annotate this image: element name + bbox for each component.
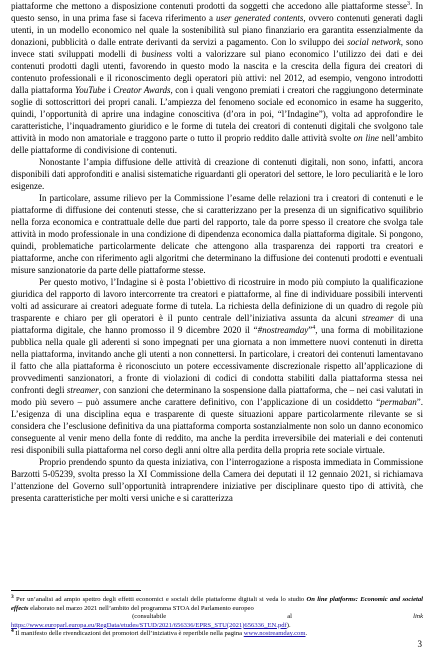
italic-term: Creator Awards (113, 85, 171, 95)
body-paragraph (11, 156, 423, 192)
footnote-reference: 3 (406, 1, 410, 7)
footnote-3-link[interactable]: https://www.europarl.europa.eu/RegData/etudes/STUD/2021/656336/EPRS_STU(2021)656336_EN.pdf (11, 621, 287, 629)
footnote-3-consult-row (11, 613, 423, 622)
text-run: ” (308, 325, 313, 335)
footnotes (11, 593, 424, 639)
text-run: . In questo senso, in una prima fase si faceva riferimento a (11, 1, 424, 23)
text-run: In particolare, assume rilievo per la Commissione l’esame delle relazioni tra i creatori di contenuti e le piattaforme di diffusione dei contenuti stesse, che si caratterizzano per la presenza di un significativo squilibrio nella forza economica e contrattuale delle due parti del rapporto, tale da porre spesso il creatore che svolga tale attività in modo professionale in una condizione di dipendenza economica dalla piattaforma digitale. Si pongono, quindi, problematiche particolarmente delicate che attengono alla trasparenza dei rapporti tra creatori e piattaforme, anche con riferimento agli algoritmi che determinano la diffusione dei contenuti prodotti e eventuali misure sanzionatorie da parte delle piattaforme stesse. (11, 193, 423, 275)
body-paragraph (11, 0, 423, 156)
footnote-3-link-label: link (413, 613, 423, 621)
text-run: Per questo motivo, l’Indagine si è posta l’obiettivo di ricostruire in modo più compiuto la qualificazione giuridica del rapporto di lavoro intercorrente tra creatori e piattaforme, al fine di individuare possibili interventi volti ad assicurare ai creatori adeguate forme di tutela. La richiesta della definizione di un quadro di regole più trasparente e chiaro per gli operatori è il punto centrale dell’iniziativa assunta da alcuni (11, 277, 423, 323)
text-run: , una forma di mobilitazione pubblica nella quale gli aderenti si sono impegnati per una giornata a non immettere nuovi contenuti in diretta nella piattaforma, invitando anche gli utenti a non connettersi. In particolare, i creatori dei contenuti lamentavano il fatto che alla piattaforma è riconosciuto un potere eccessivamente discrezionale rispetto all’applicazione di provvedimenti sanzionatori, a fronte di violazioni di codici di condotta stabiliti dalla piattaforma stessa nei confronti degli (11, 325, 424, 395)
text-run: , con i quali vengono premiati i creatori che raggiungono determinate soglie di sottoscrittori dei propri canali. L’ampiezza del fenomeno sociale ed economico in esame ha suggerito, quindi, l’opportunità di aprire una indagine conoscitiva (d’ora in poi, “l’Indagine”), volta ad approfondire le caratteristiche, l’inquadramento giuridico e le forme di tutela dei creatori di contenuti digitali che svolgono tale attività in modo non amatoriale e traggono parte o tutto il proprio reddito dalle attività svolte (11, 85, 423, 143)
footnote-3-text-b: elaborato nel marzo 2021 nell’ambito del programma STOA del Parlamento europeo (28, 604, 254, 612)
text-run: Proprio prendendo spunto da questa iniziativa, con l’interrogazione a risposta immediata in Commissione Barzotti 5-05239, svolta presso la XI Commissione della Camera dei deputati il 12 gennaio 2021, si richiamava l’attenzione del Governo sull’opportunità intraprendere iniziative per disciplinare questo tipo di attività, che presenta caratteristiche per molti versi uniche e si caratterizza (11, 457, 423, 503)
text-run: i (105, 85, 114, 95)
text-run: Nonostante l’ampia diffusione delle attività di creazione di contenuti digitali, non sono, infatti, ancora disponibili dati approfonditi e analisi sistematiche riguardanti gli operatori del settore, le loro peculiarità e le loro esigenze. (11, 157, 423, 191)
body-paragraph (11, 276, 423, 456)
footnote-4-text: Il manifesto delle rivendicazioni dei promotori dell’iniziativa è reperibile nella pagina (13, 630, 244, 638)
body-paragraph (11, 456, 423, 504)
footnote-3-al: al (287, 613, 293, 621)
body-paragraph (11, 192, 423, 276)
text-run: , con sanzioni che determinano la sospensione dalla piattaforma, che – nei casi valutati in modo più severo – può assumere anche carattere definitivo, con l’applicazione di un cosiddetto “ (11, 385, 423, 407)
text-run: , ovvero contenuti generati dagli utenti, in un modello economico nel quale la sostenibilità sul piano finanziario era garantita essenzialmente da donazioni, pubblicità o dalle entrate derivanti da servizi a pagamento. Con lo sviluppo dei (11, 13, 423, 47)
text-run: volti a valorizzare sul piano economico l’utilizzo dei dati e dei contenuti prodotti dagli utenti, favorendo in questo modo la nascita e la crescita della figura dei creatori di contenuto professionali e il riconoscimento degli operatori più attivi: nel 2012, ad esempio, vengono introdotti dalla piattaforma (11, 49, 424, 95)
footnote-4-link[interactable]: www.nostreamday.com (243, 630, 306, 638)
footnote-reference: 4 (312, 325, 316, 331)
text-run: nell’ambito delle piattaforme di condivisione di contenuti. (11, 133, 423, 155)
footnote-3-consult: (consultabile (132, 613, 167, 621)
footnote-3-number: 3 (11, 593, 14, 600)
italic-term: streamer (361, 313, 394, 323)
italic-term: business (141, 49, 173, 59)
italic-term: YouTube (75, 85, 106, 95)
text-run: ”. L’esigenza di una disciplina equa e trasparente di queste situazioni appare particolarmente rilevante se si considera che l’esclusione definitiva da una piattaforma comporta sostanzialmente non solo un danno economico conseguente al venir meno della fonte di reddito, ma anche la perdita irreversibile dei materiali e dei contenuti resi disponibili sulla piattaforma nel corso degli anni oltre alla perdita della propria rete sociale virtuale. (11, 397, 423, 455)
footnote-4-after: . (305, 630, 308, 638)
document-body (11, 0, 423, 504)
footnote-3 (11, 593, 424, 613)
italic-term: #nostreamday (257, 325, 309, 335)
text-run: , sono invece stati sviluppati modelli di (11, 37, 423, 59)
italic-term: user generated contents (215, 13, 304, 23)
italic-term: streamer (66, 385, 99, 395)
italic-term: social network (347, 37, 401, 47)
page-number: 3 (417, 639, 422, 649)
text-run: piattaforme che mettono a disposizione contenuti prodotti da soggetti che accedono alle piattaforme stesse (11, 1, 407, 11)
italic-term: permaban (380, 397, 417, 407)
footnote-3-study-title: On line platforms: Economic and societal effects (11, 596, 424, 612)
footnote-3-text-a: Per un’analisi ad ampio spettro degli effetti economici e sociali delle piattaforme digitali si veda lo studio (13, 596, 307, 603)
italic-term: on line (353, 133, 379, 143)
footnote-3-url-close: ). (286, 621, 291, 629)
text-run: di una piattaforma digitale, che hanno promosso il 9 dicembre 2020 il “ (11, 313, 423, 335)
footnote-separator (11, 590, 141, 591)
footnote-4-number: 4 (11, 628, 14, 635)
footnote-4 (11, 630, 423, 639)
